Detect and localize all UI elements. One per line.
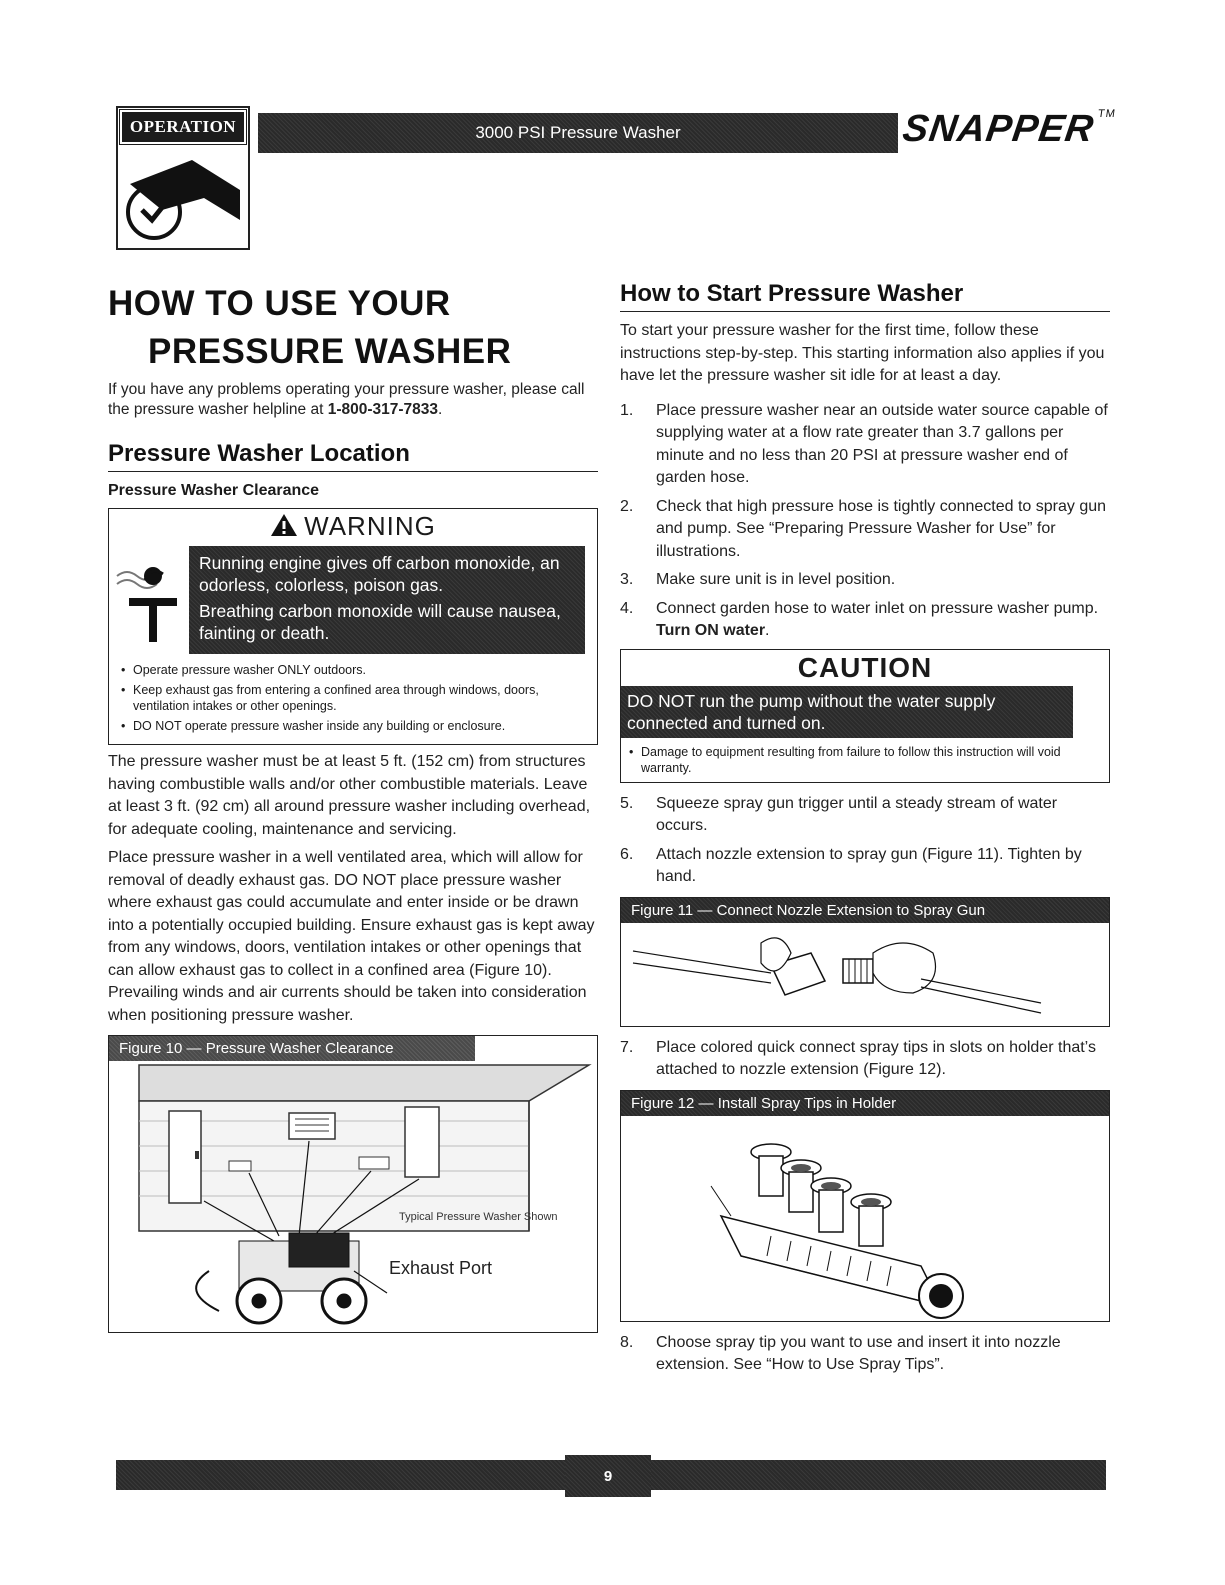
caution-box <box>620 649 1110 783</box>
caution-hazard: DO NOT run the pump without the water supply connected and turned on. <box>621 686 1073 738</box>
warning-instructions <box>119 662 587 734</box>
figure-11 <box>620 897 1110 1027</box>
page-number: 9 <box>565 1455 651 1497</box>
operation-section-badge <box>116 106 250 250</box>
nozzle-connect-illustration <box>621 923 1107 1023</box>
list-item: 5. Squeeze spray gun trigger until a steady stream of water occurs. <box>620 794 1058 834</box>
list-item: 8. Choose spray tip you want to use and insert it into nozzle extension. See “How to Use Spray Tips”. <box>620 1333 1061 1373</box>
figure-12-title: Figure 12 — Install Spray Tips in Holder <box>621 1091 1109 1116</box>
warning-box <box>108 508 598 745</box>
list-item: • Damage to equipment resulting from failure to follow this instruction will void warranty. <box>629 744 1099 776</box>
list-item: • Operate pressure washer ONLY outdoors. <box>119 662 587 678</box>
ventilation-paragraph: Place pressure washer in a well ventilated area, which will allow for removal of deadly exhaust gas. DO NOT place pressure washer where exhaust gas could accumulate and enter inside or be drawn into a potentially occupied building. Ensure exhaust gas is kept away from any windows, doors, ventilation intakes or other openings that can allow exhaust gas to collect in a confined area (Figure 10). Prevailing winds and air currents should be taken into consideration when positioning pressure washer. <box>108 849 595 1024</box>
start-steps-continued <box>620 793 1110 889</box>
start-steps-7 <box>620 1037 1110 1082</box>
figure-10-title: Figure 10 — Pressure Washer Clearance <box>109 1036 475 1061</box>
list-item: 1. Place pressure washer near an outside water source capable of supplying water at a flow rate greater than 3.7 gallons per minute and no less than 20 PSI at pressure washer end of garden hose. <box>620 401 1108 486</box>
turn-on-water: Turn ON water <box>656 622 766 639</box>
list-item: 2. Check that high pressure hose is tightly connected to spray gun and pump. See “Preparing Pressure Washer for Use” for illustrations. <box>620 497 1107 560</box>
list-item: 4. Connect garden hose to water inlet on pressure washer pump. Turn ON water. <box>620 599 1099 639</box>
product-title: 3000 PSI Pressure Washer <box>475 123 681 142</box>
operation-arrow-icon <box>122 150 244 244</box>
right-column <box>620 280 1110 1383</box>
spray-tips-holder-illustration <box>621 1116 1107 1320</box>
poison-gas-hazard-icon <box>109 546 189 646</box>
operation-label: OPERATION <box>120 110 246 144</box>
caution-heading: CAUTION <box>797 651 933 683</box>
list-item: 7. Place colored quick connect spray tips in slots on holder that’s attached to nozzle extension (Figure 12). <box>620 1038 1096 1078</box>
start-section-title: How to Start Pressure Washer <box>620 280 1110 312</box>
house-clearance-illustration <box>109 1061 595 1331</box>
brand-logo: SNAPPER™ <box>900 108 1117 150</box>
clearance-subtitle: Pressure Washer Clearance <box>108 482 320 499</box>
helpline-number: 1-800-317-7833 <box>327 401 439 418</box>
warning-triangle-icon <box>270 513 298 537</box>
figure-10 <box>108 1035 598 1333</box>
caution-instructions <box>629 744 1099 776</box>
start-steps <box>620 400 1110 643</box>
start-intro-paragraph: To start your pressure washer for the first time, follow these instructions step-by-step. This starting information also applies if you have let the pressure washer sit idle for at least a day. <box>620 322 1105 384</box>
list-item: • DO NOT operate pressure washer inside any building or enclosure. <box>119 718 587 734</box>
figure-11-title: Figure 11 — Connect Nozzle Extension to Spray Gun <box>621 898 1109 923</box>
figure-10-caption: Typical Pressure Washer Shown <box>399 1211 558 1223</box>
list-item: 6. Attach nozzle extension to spray gun (Figure 11). Tighten by hand. <box>620 845 1082 885</box>
list-item: • Keep exhaust gas from entering a confined area through windows, doors, ventilation intakes or other openings. <box>119 682 587 714</box>
clearance-paragraph: The pressure washer must be at least 5 ft. (152 cm) from structures having combustible walls and/or other combustible materials. Leave at least 3 ft. (92 cm) all around pressure washer including overhead, for adequate cooling, maintenance and servicing. <box>108 753 591 838</box>
product-title-bar <box>258 113 898 153</box>
location-section-title: Pressure Washer Location <box>108 440 598 472</box>
page-title: HOW TO USE YOUR PRESSURE WASHER <box>108 284 512 371</box>
left-column <box>108 280 598 1333</box>
warning-heading: WARNING <box>109 509 597 546</box>
carbon-monoxide-hazard: Running engine gives off carbon monoxide, an odorless, colorless, poison gas. Breathing carbon monoxide will cause nausea, fainting or death. <box>189 546 585 654</box>
trademark-mark: TM <box>1097 108 1117 120</box>
exhaust-port-label: Exhaust Port <box>389 1258 493 1278</box>
figure-12 <box>620 1090 1110 1322</box>
start-steps-8 <box>620 1332 1110 1377</box>
list-item: 3. Make sure unit is in level position. <box>620 571 896 588</box>
intro-paragraph: If you have any problems operating your pressure washer, please call the pressure washer helpline at 1-800-317-7833. <box>108 381 585 418</box>
